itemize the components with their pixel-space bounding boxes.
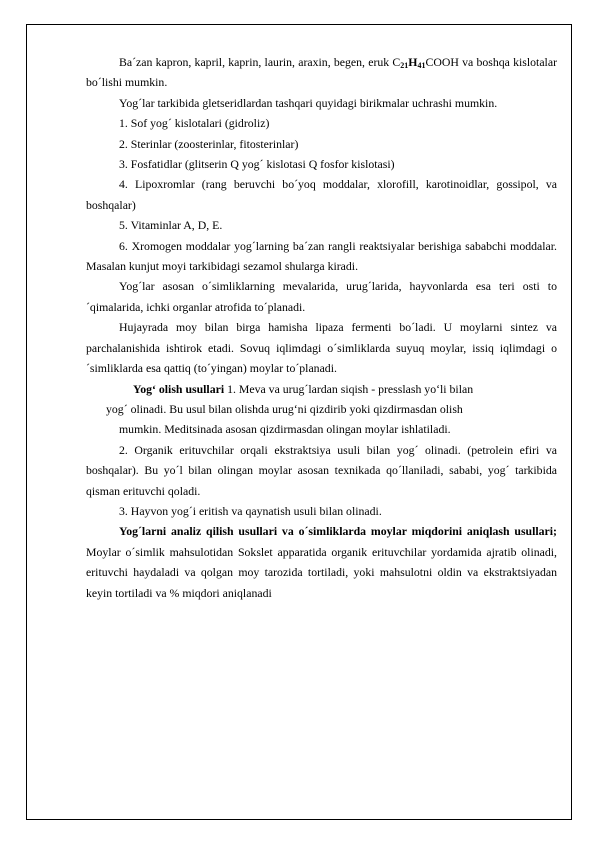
- list-item-6: 6. Xromogen moddalar yog´larning ba´zan rangli reaktsiyalar berishiga sababchi moddalar. Masalan kunjut moyi tarkibidagi sezamol shularga kiradi.: [86, 238, 557, 274]
- list-item-4: 4. Lipoxromlar (rang beruvchi bo´yoq moddalar, xlorofill, karotinoidlar, gossipol, va boshqalar): [86, 177, 557, 212]
- methods-line-2: yog´ olinadi. Bu usul bilan olishda urug‘ni qizdirib yoki qizdirmasdan olish: [106, 401, 463, 416]
- p1-text-b: COOH va boshqa kislotalar bo´lishi mumkin.: [86, 55, 557, 90]
- methods-line-1: [86, 379, 557, 399]
- document-body: [86, 52, 557, 603]
- list-item-3: 3. Fosfatidlar (glitserin Q yog´ kislotasi Q fosfor kislotasi): [119, 157, 395, 172]
- list-item-5: 5. Vitaminlar A, D, E.: [119, 218, 223, 233]
- list-item-1: 1. Sof yog´ kislotalari (gidroliz): [119, 116, 270, 131]
- methods-1a: 1. Meva va urug´lardan siqish - presslash yo‘li bilan: [224, 381, 474, 396]
- paragraph-animal-fat: 3. Hayvon yog´i eritish va qaynatish usuli bilan olinadi.: [119, 503, 382, 518]
- methods-block: [86, 379, 557, 440]
- paragraph-acids: [86, 52, 557, 93]
- methods-heading: Yog‘ olish usullari: [133, 381, 225, 396]
- paragraph-analysis: [86, 521, 557, 603]
- methods-line-3: mumkin. Meditsinada asosan qizdirmasdan olingan moylar ishlatiladi.: [119, 422, 451, 437]
- paragraph-compounds-intro: Yog´lar tarkibida gletseridlardan tashqari quyidagi birikmalar uchrashi mumkin.: [119, 95, 498, 110]
- p1-subscript-2: 41: [417, 61, 426, 70]
- analysis-text: Moylar o´simlik mahsulotidan Sokslet apparatida organik erituvchilar yordamida ajratib olinadi, erituvchi haydaladi va qolgan moy tarozida tortiladi, yoki mahsulotni oldin va ekstraktsiyadan keyin tortiladi va % miqdori aniqlanadi: [86, 544, 557, 600]
- p1-subscript-1: 21: [400, 61, 409, 70]
- p1-text-a: Ba´zan kapron, kapril, kaprin, laurin, araxin, begen, eruk C: [119, 55, 401, 69]
- paragraph-location: Yog´lar asosan o´simliklarning mevalarida, urug´larida, hayvonlarda esa teri osti to´qimalarida, ichki organlar atrofida to´planadi.: [86, 279, 557, 314]
- p1-h: H: [408, 55, 418, 69]
- paragraph-lipase: Hujayrada moy bilan birga hamisha lipaza fermenti bo´ladi. U moylarni sintez va parchalanishida ishtirok etadi. Sovuq iqlimdagi o´simliklarda suyuq moylar, issiq iqlimdagi o´simliklarda esa qattiq (to´yingan) moylar to´planadi.: [86, 320, 557, 376]
- list-item-2: 2. Sterinlar (zoosterinlar, fitosterinlar): [119, 136, 299, 151]
- analysis-heading: Yog´larni analiz qilish usullari va o´simliklarda moylar miqdorini aniqlash usullari;: [119, 524, 557, 539]
- paragraph-extraction: 2. Organik erituvchilar orqali ekstraktsiya usuli bilan yog´ olinadi. (petrolein efiri va boshqalar). Bu yo´l bilan olingan moylar asosan texnikada qo´llaniladi, sababi, yog´ tarkibida qisman erituvchi qoladi.: [86, 442, 557, 498]
